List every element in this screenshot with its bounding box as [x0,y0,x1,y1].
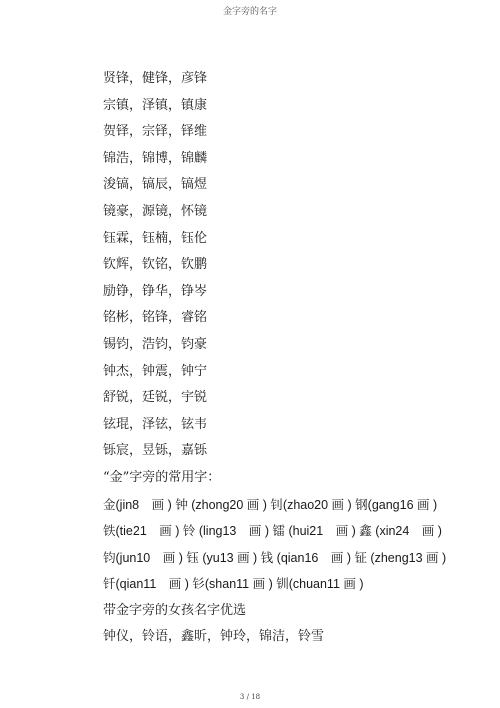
character-list-line: 钎(qian11 画 ) 钐(shan11 画 ) 钏(chuan11 画 ) [103,577,364,592]
name-list-line: 镜豪，源镜，怀镜 [103,203,208,219]
name-list-line: 铉琨，泽铉，铉韦 [103,416,208,432]
section-heading: 带金字旁的女孩名字优选 [103,602,247,618]
character-list-line: 钧(jun10 画 ) 钰 (yu13 画 ) 钱 (qian16 画 ) 钲 (zheng13 画 ) [103,550,447,565]
name-list-line: 钟杰，钟震，钟宁 [103,363,208,379]
name-list-line: 宗镇，泽镇，镇康 [103,97,208,113]
name-list-line: 励铮，铮华，铮岑 [103,283,208,299]
name-list-line: 贺铎，宗铎，铎维 [103,124,208,140]
character-list-line: 金(jin8 画 ) 钟 (zhong20 画 ) 钊(zhao20 画 ) 钢(gang16 画 ) [103,497,438,512]
character-list-line: 铁(tie21 画 ) 铃 (ling13 画 ) 镭 (hui21 画 ) 鑫 (xin24 画 ) [103,524,442,539]
name-list-line: 钦辉，钦铭，钦鹏 [103,257,208,273]
name-list-line: 贤锋，健锋，彦锋 [103,71,208,86]
document-body [103,66,483,651]
section-heading: “金”字旁的常用字： [103,469,221,485]
name-list-line: 舒锐，廷锐，宇锐 [103,390,208,406]
name-list-line: 铄宸，昱铄，嘉铄 [103,443,208,459]
name-list-line: 锦浩，锦博，锦麟 [103,150,208,166]
name-list-line: 铭彬，铭锋，睿铭 [103,310,208,326]
page-header: 金字旁的名字 [222,7,277,17]
name-list-line: 锡钧，浩钧，钧豪 [103,336,208,352]
name-list-line: 浚镐，镐辰，镐煜 [103,177,208,193]
page-number: 3 / 18 [239,693,261,701]
name-list-line: 钰霖，钰楠，钰伦 [103,230,208,246]
name-list-line: 钟仪，铃语，鑫昕，钟玲，锦洁，铃雪 [103,629,325,645]
